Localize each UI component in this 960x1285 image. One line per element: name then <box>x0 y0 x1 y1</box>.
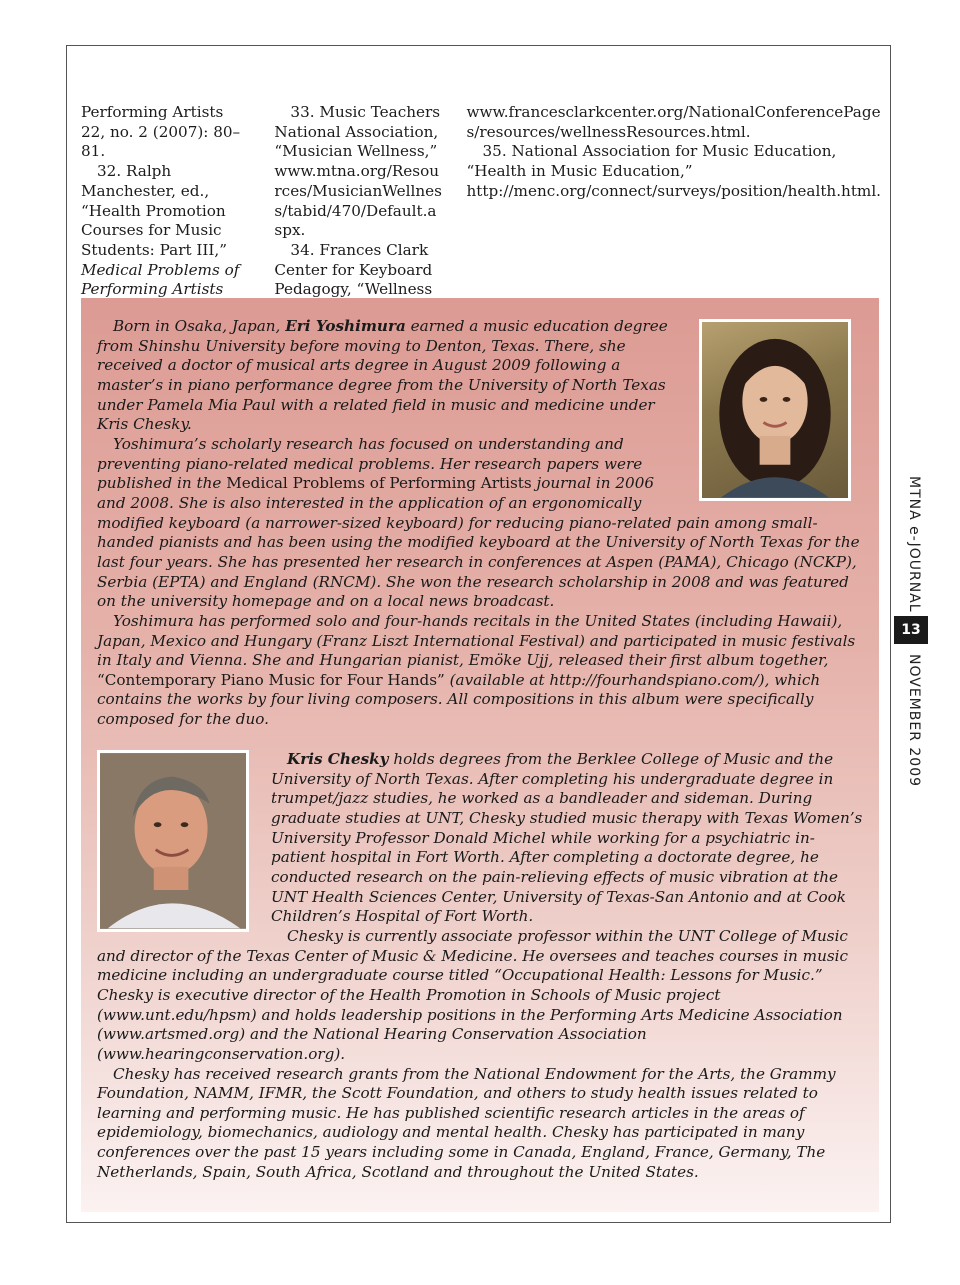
bio2-paragraph-2: Chesky is currently associate professor within the UNT College of Music and director of the Texas Center of Music & Medicine. He oversees and teaches courses in music medicine including an undergraduate course titled “Occupational Health: Lessons for Music.” Chesky is executive director of the Health Promotion in Schools of Music project (www.unt.edu/hpsm) and holds leadership positions in the Performing Arts Medicine Association (www.artsmed.org) and the National Hearing Conservation Association (www.hearingconservation.org). <box>97 926 849 1063</box>
endnote-31-tail: Performing Artists 22, no. 2 (2007): 80–81. <box>81 103 241 161</box>
issue-date: NOVEMBER 2009 <box>906 654 922 788</box>
endnote-34-url: www.francesclarkcenter.org/NationalConferencePages/resources/wellnessResources.html. <box>466 103 881 141</box>
bio-eri-yoshimura <box>97 317 863 730</box>
bio1-paragraph-2: Yoshimura’s scholarly research has focused on understanding and preventing piano-related medical problems. Her research papers were published in the Medical Problems of Performing Artists journal in 2006 and 2008. She is also interested in the application of an ergonomically modified keyboard (a narrower-sized keyboard) for reducing piano-related pain among small-handed pianists and has been using the modified keyboard at the University of North Texas for the last four years. She has presented her research in conferences at Aspen (PAMA), Chicago (NCKP), Serbia (EPTA) and England (RNCM). She won the research scholarship in 2008 and was featured on the university homepage and on a local news broadcast. <box>97 434 860 611</box>
author-name-chesky: Kris Chesky <box>287 750 389 768</box>
author-photo-yoshimura <box>699 319 851 501</box>
journal-sidebar <box>894 476 934 794</box>
journal-name: MTNA e-JOURNAL <box>906 476 922 613</box>
bio1-paragraph-3: Yoshimura has performed solo and four-hands recitals in the United States (including Hawaii), Japan, Mexico and Hungary (Franz Liszt International Festival) and participated in music festivals in Italy and Vienna. She and Hungarian pianist, Emöke Ujj, released their first album together, “Contemporary Piano Music for Four Hands” (available at http://fourhandspiano.com/), which contains the works by four living composers. All compositions in this album were specifically composed for the duo. <box>97 611 856 729</box>
endnote-34: 34. Frances Clark Center for Keyboard Pedagogy, “Wellness <box>274 240 433 299</box>
endnote-33: 33. Music Teachers National Association, “Musician Wellness,” www.mtna.org/Resources/MusicianWellness/tabid/470/Default.aspx. <box>274 103 442 240</box>
bio2-paragraph-1: Kris Chesky holds degrees from the Berklee College of Music and the University of North Texas. After completing his undergraduate degree in trumpet/jazz studies, he worked as a bandleader and sideman. During graduate studies at UNT, Chesky studied music therapy with Texas Women’s University Professor Donald Michel while working for a psychiatric in-patient hospital in Fort Worth. After completing a doctorate degree, he conducted research on the pain-relieving effects of music vibration at the UNT Health Sciences Center, University of Texas-San Antonio and at Cook Children’s Hospital of Fort Worth. <box>271 750 863 926</box>
bio1-paragraph-1: Born in Osaka, Japan, Eri Yoshimura earned a music education degree from Shinshu University before moving to Denton, Texas. There, she received a doctor of musical arts degree in August 2009 following a master’s in piano performance degree from the University of North Texas under Pamela Mia Paul with a related field in music and medicine under Kris Chesky. <box>97 317 668 434</box>
bio-kris-chesky <box>97 750 863 1182</box>
endnote-35: 35. National Association for Music Education, “Health in Music Education,” http://menc.org/connect/surveys/position/health.html. <box>466 142 882 200</box>
page-number: 13 <box>894 616 928 644</box>
author-photo-chesky <box>97 750 249 932</box>
portrait-man-image <box>100 753 246 929</box>
endnote-32: 32. Ralph Manchester, ed., “Health Promotion Courses for Music Students: Part III,” Medical Problems of Performing Artists <box>81 162 240 299</box>
bio2-paragraph-3: Chesky has received research grants from the National Endowment for the Arts, the Grammy Foundation, NAMM, IFMR, the Scott Foundation, and others to study health issues related to learning and performing music. He has published scientific research articles in the areas of epidemiology, biomechanics, audiology and mental health. Chesky has participated in many conferences over the past 15 years including some in Canada, England, France, Germany, The Netherlands, Spain, South Africa, Scotland and throughout the United States. <box>97 1064 836 1181</box>
author-name-yoshimura: Eri Yoshimura <box>285 317 406 335</box>
portrait-woman-image <box>702 322 848 498</box>
